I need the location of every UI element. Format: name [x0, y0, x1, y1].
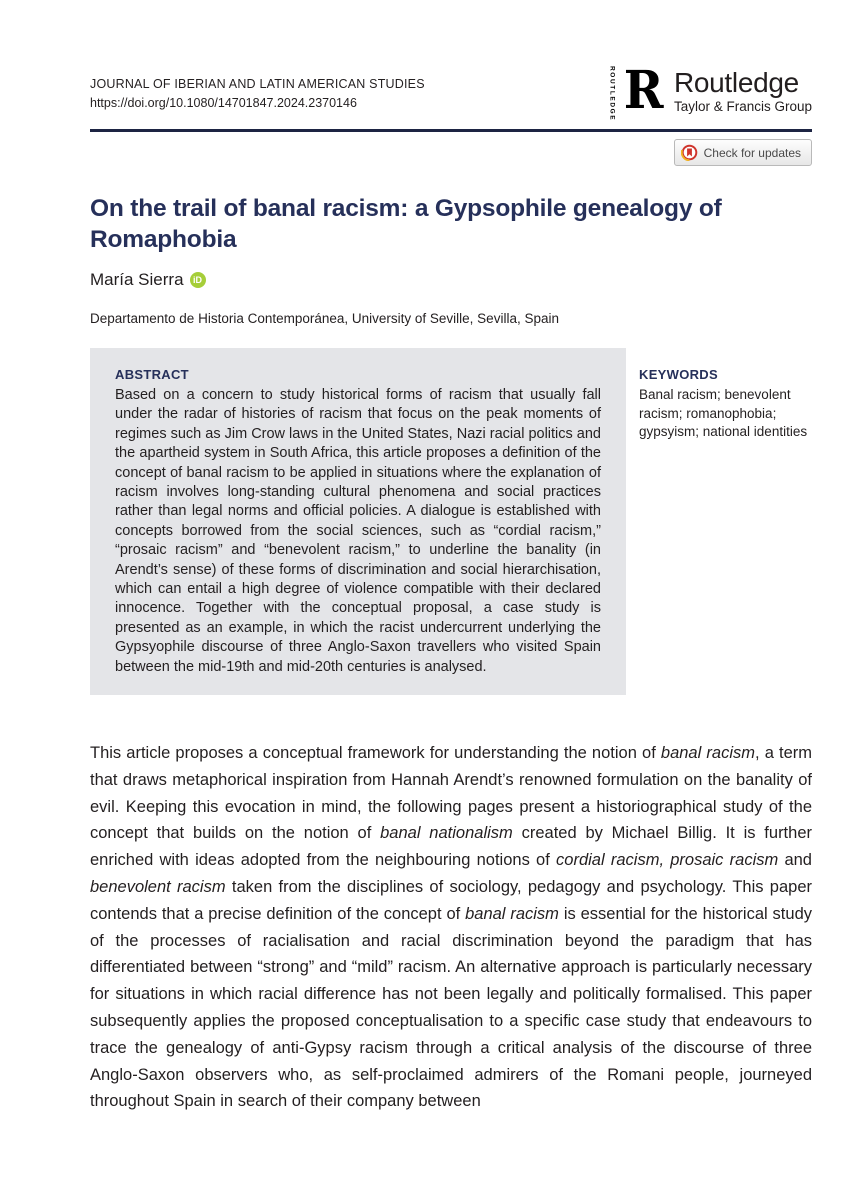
keywords-label: KEYWORDS: [639, 367, 718, 382]
badge-row: [90, 139, 812, 166]
check-for-updates-label: Check for updates: [703, 145, 801, 160]
orcid-icon[interactable]: iD: [190, 272, 206, 288]
journal-block: [90, 77, 425, 116]
crossmark-icon: [681, 144, 698, 161]
article-title: On the trail of banal racism: a Gypsophile genealogy of Romaphobia: [90, 195, 722, 253]
author-name: María Sierra: [90, 270, 184, 289]
keywords-column: [639, 348, 812, 695]
publisher-wordmark: [674, 68, 812, 113]
doi-link[interactable]: https://doi.org/10.1080/14701847.2024.2370146: [90, 96, 357, 110]
routledge-r-icon: R: [623, 59, 664, 121]
header-rule: [90, 129, 812, 132]
header: [90, 59, 812, 122]
abstract-label: ABSTRACT: [115, 367, 189, 382]
routledge-logo: [608, 59, 812, 122]
publisher-name: Routledge: [673, 67, 799, 99]
check-for-updates-button[interactable]: [674, 139, 812, 166]
publisher-group: Taylor & Francis Group: [673, 98, 812, 114]
abstract-box: [90, 348, 626, 695]
abstract-keywords-row: [90, 348, 812, 695]
abstract-text: Based on a concern to study historical forms of racism that usually fall under the radar of histories of racism that focus on the peak moments of regimes such as Jim Crow laws in the United States, Nazi racial politics and the apartheid system in South Africa, this article proposes a definition of the concept of banal racism to be applied in situations where the explanation of racism involves long-standing cultural phenomena and social practices rather than legal norms and official policies. A dialogue is established with concepts borrowed from the social sciences, such as “cordial racism,” “prosaic racism” and “benevolent racism,” to underline the banality (in Arendt’s sense) of these forms of discrimination and social hierarchisation, which can entail a high degree of violence compatible with their declared innocence. Together with the conceptual proposal, a case study is presented as an example, in which the racist undercurrent underlying the Gypsyophile discourse of three Anglo-Saxon travellers who visited Spain between the mid-19th and mid-20th centuries is analysed.: [115, 387, 601, 675]
journal-name: JOURNAL OF IBERIAN AND LATIN AMERICAN STUDIES: [90, 77, 425, 91]
author-affiliation: Departamento de Historia Contemporánea, University of Seville, Sevilla, Spain: [90, 311, 559, 326]
body-paragraph: This article proposes a conceptual framework for understanding the notion of banal racism, a term that draws metaphorical inspiration from Hannah Arendt’s renowned formulation on the banality of evil. Keeping this evocation in mind, the following pages present a historiographical study of the concept that builds on the notion of banal nationalism created by Michael Billig. It is further enriched with ideas adopted from the neighbouring notions of cordial racism, prosaic racism and benevolent racism taken from the disciplines of sociology, pedagogy and psychology. This paper contends that a precise definition of the concept of banal racism is essential for the historical study of the processes of racialisation and racial discrimination beyond the paradigm that has differentiated between “strong” and “mild” racism. An alternative approach is particularly necessary for situations in which racial difference has not been legally and politically formalised. This paper subsequently applies the proposed conceptualisation to a specific case study that endeavours to trace the genealogy of anti-Gypsy racism through a critical analysis of the discourse of three Anglo-Saxon observers who, as self-proclaimed admirers of the Romani people, journeyed throughout Spain in search of their company between: [90, 744, 812, 1111]
keywords-text: Banal racism; benevolent racism; romanophobia; gypsyism; national identities: [639, 387, 808, 440]
routledge-vertical-text: ROUTLEDGE: [608, 66, 616, 122]
author-row: [90, 270, 812, 290]
